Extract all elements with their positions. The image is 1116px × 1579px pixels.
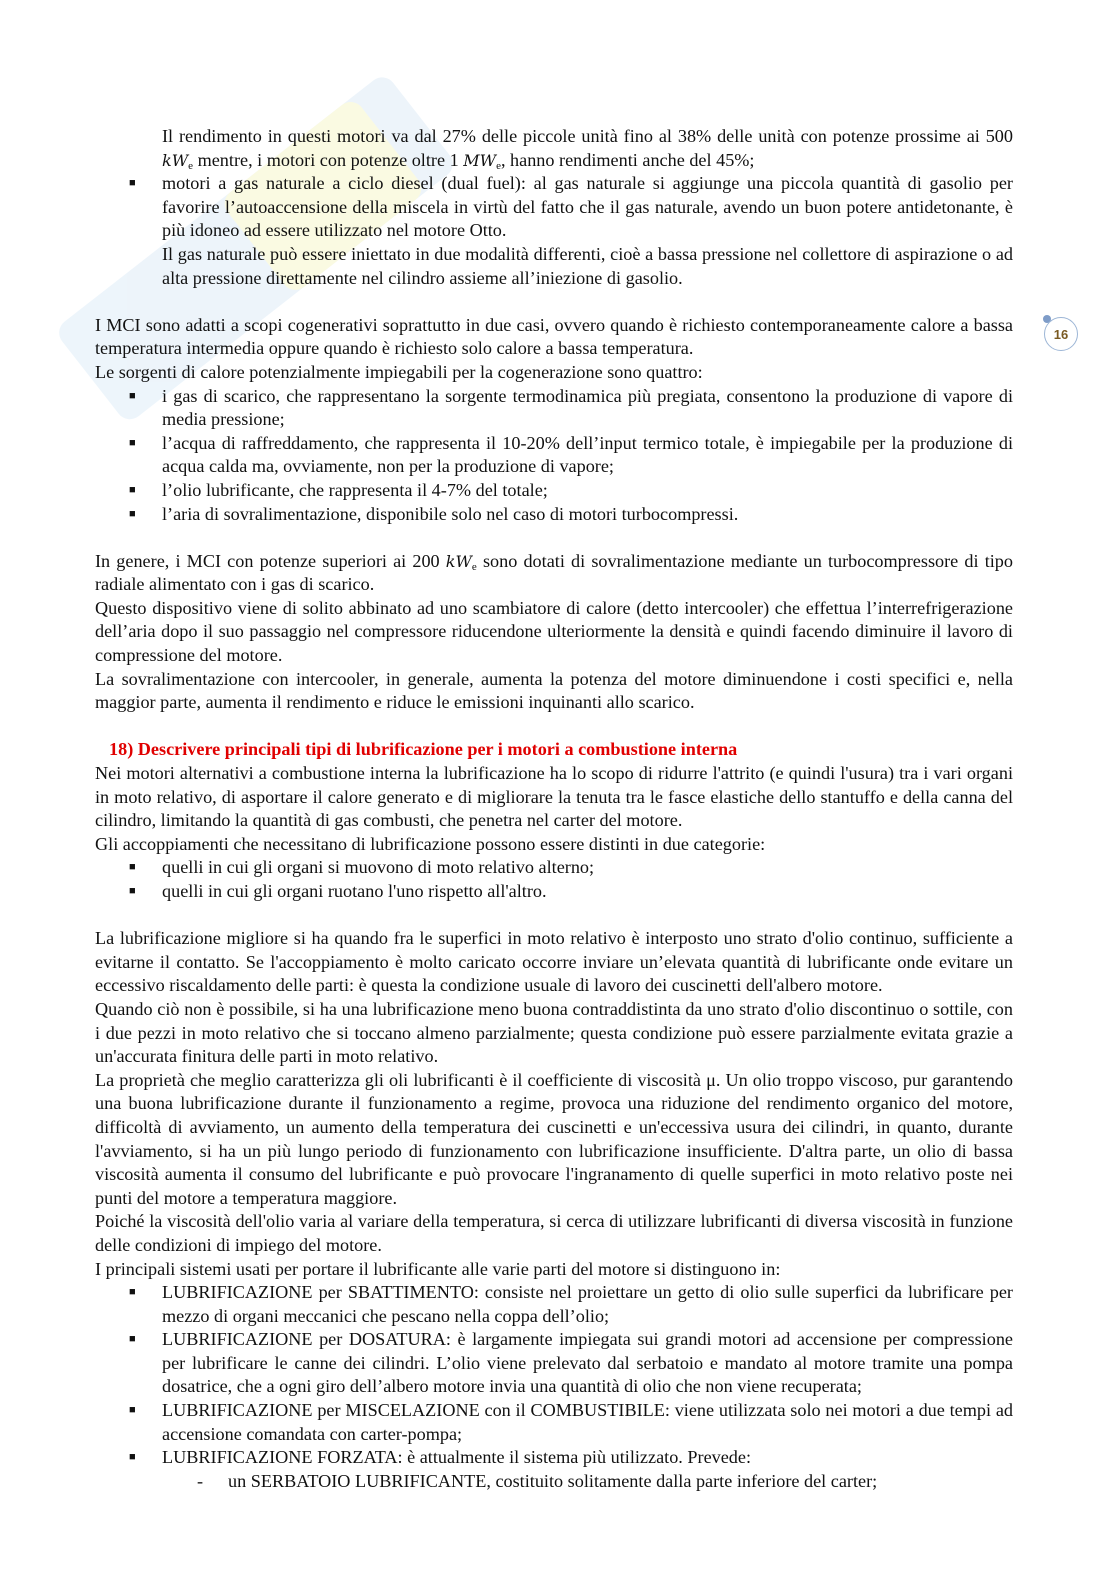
bullet-square-icon: ■ xyxy=(129,177,136,190)
blank-line xyxy=(95,290,1013,314)
text-run: mentre, i motori con potenze oltre 1 xyxy=(193,149,464,170)
text-run: Poiché la viscosità dell'olio varia al variare della temperatura, si cerca di utilizzare lubrificanti di diversa viscosità in funzione delle condizioni di impiego del motore. xyxy=(95,1211,1013,1255)
paragraph xyxy=(95,927,1013,998)
bullet-item xyxy=(95,503,1013,527)
text-run: i gas di scarico, che rappresentano la sorgente termodinamica più pregiata, consentono la produzione di vapore di media pressione; xyxy=(162,385,1013,430)
text-run: quelli in cui gli organi si muovono di moto relativo alterno; xyxy=(162,857,595,878)
bullet-square-icon: ■ xyxy=(129,436,136,449)
text-run: l’aria di sovralimentazione, disponibile solo nel caso di motori turbocompressi. xyxy=(162,503,739,524)
blank-line xyxy=(95,904,1013,928)
page-number: 16 xyxy=(1053,326,1069,342)
text-run: l’acqua di raffreddamento, che rappresenta il 10-20% dell’input termico totale, è impiegabile per la produzione di acqua calda ma, ovviamente, non per la produzione di vapore; xyxy=(162,432,1013,477)
paragraph xyxy=(95,833,1013,857)
page-number-badge xyxy=(1044,317,1078,351)
bullet-item xyxy=(95,172,1013,243)
text-run: Quando ciò non è possibile, si ha una lubrificazione meno buona contraddistinta da uno strato d'olio discontinuo o sottile, con i due pezzi in moto relativo che si toccano almeno parzialmente; questa condizione può essere parzialmente evitata grazie a un'accurata finitura delle parti in moto relativo. xyxy=(95,998,1013,1067)
math-subscript: e xyxy=(471,560,477,573)
section-heading xyxy=(95,738,1013,762)
paragraph xyxy=(95,361,1013,385)
blank-line xyxy=(95,526,1013,550)
bullet-square-icon: ■ xyxy=(129,507,136,520)
bullet-square-icon: ■ xyxy=(129,861,136,874)
text-run: Questo dispositivo viene di solito abbinato ad uno scambiatore di calore (detto intercooler) che effettua l’interrefrigerazione dell’aria dopo il suo passaggio nel compressore riducendone ulteriormente la densità e quindi facendo diminuire il lavoro di compressione del motore. xyxy=(95,597,1013,666)
text-run: La proprietà che meglio caratterizza gli oli lubrificanti è il coefficiente di viscosità μ. Un olio troppo viscoso, pur garantendo una buona lubrificazione durante il funzionamento a regime, provoca una riduzione del rendimento organico del motore, difficoltà di avviamento, un aumento della temperatura dei cuscinetti e un'eccessiva usura dei cilindri, in quanto, durante l'avviamento, si ha un più lungo periodo di funzionamento con lubrificazione insufficiente. D'altra parte, un olio di bassa viscosità aumenta il consumo del lubrificante e può provocare l'ingranamento di quelle superfici in moto relativo poste nei punti del motore a temperatura maggiore. xyxy=(95,1069,1013,1208)
text-run: LUBRIFICAZIONE per DOSATURA: è largamente impiegata sui grandi motori ad accensione per compressione per lubrificare le canne dei cilindri. L’olio viene prelevato dal serbatoio e mandato al motore tramite una pompa dosatrice, che a ogni giro dell’albero motore invia una quantità di olio che non viene recuperata; xyxy=(162,1329,1013,1397)
text-run: I MCI sono adatti a scopi cogenerativi soprattutto in due casi, ovvero quando è richiesto contemporaneamente calore a bassa temperatura intermedia oppure quando è richiesto solo calore a bassa temperatura. xyxy=(95,314,1013,359)
paragraph xyxy=(95,550,1013,597)
text-run: Il rendimento in questi motori va dal 27% delle piccole unità fino al 38% delle unità con potenze prossime ai 500 xyxy=(162,126,1013,146)
text-run: La sovralimentazione con intercooler, in generale, aumenta la potenza del motore diminuendone i costi specifici e, nella maggior parte, aumenta il rendimento e riduce le emissioni inquinanti allo scarico. xyxy=(95,668,1013,713)
text-run: quelli in cui gli organi ruotano l'uno rispetto all'altro. xyxy=(162,881,547,901)
text-run: 18) Descrivere principali tipi di lubrificazione per i motori a combustione interna xyxy=(109,739,738,760)
bullet-square-icon: ■ xyxy=(129,1451,136,1464)
bullet-square-icon: ■ xyxy=(129,885,136,897)
paragraph xyxy=(95,314,1013,361)
bullet-item xyxy=(95,479,1013,503)
blank-line xyxy=(95,715,1013,739)
math-symbol: kW xyxy=(445,551,472,571)
paragraph xyxy=(95,1069,1013,1211)
text-run: I principali sistemi usati per portare il lubrificante alle varie parti del motore si distinguono in: xyxy=(95,1258,781,1279)
text-run: Il gas naturale può essere iniettato in due modalità differenti, cioè a bassa pressione nel collettore di aspirazione o ad alta pressione direttamente nel cilindro assieme all’iniezione di gasolio. xyxy=(162,243,1013,288)
text-run: l’olio lubrificante, che rappresenta il 4-7% del totale; xyxy=(162,479,548,500)
text-run: sono dotati di sovralimentazione mediante un turbocompressore di tipo radiale alimentato con i gas di scarico. xyxy=(95,550,1013,595)
text-run: un SERBATOIO LUBRIFICANTE, costituito solitamente dalla parte inferiore del carter; xyxy=(228,1470,878,1491)
bullet-square-icon: ■ xyxy=(129,1333,136,1346)
bullet-item xyxy=(95,385,1013,432)
bullet-square-icon: ■ xyxy=(129,483,136,496)
paragraph xyxy=(95,998,1013,1069)
text-run: Nei motori alternativi a combustione interna la lubrificazione ha lo scopo di ridurre l'attrito (e quindi l'usura) tra i vari organi in moto relativo, di asportare il calore generato e di migliorare la tenuta tra le fasce elastiche dello stantuffo e della canna del cilindro, limitando la quantità di gas combusti, che penetra nel carter del motore. xyxy=(95,763,1013,831)
dash-item xyxy=(95,1470,1013,1494)
paragraph xyxy=(95,668,1013,715)
text-run: LUBRIFICAZIONE FORZATA: è attualmente il sistema più utilizzato. Prevede: xyxy=(162,1447,752,1468)
paragraph xyxy=(95,762,1013,833)
text-run: Gli accoppiamenti che necessitano di lubrificazione possono essere distinti in due categorie: xyxy=(95,833,766,854)
math-subscript: e xyxy=(188,159,194,172)
paragraph xyxy=(95,1210,1013,1257)
bullet-item xyxy=(95,1399,1013,1446)
bullet-item xyxy=(95,880,1013,904)
bullet-item xyxy=(95,1328,1013,1399)
bullet-item xyxy=(95,856,1013,880)
bullet-square-icon: ■ xyxy=(129,1404,136,1417)
document-body xyxy=(95,125,1013,1493)
bullet-continuation xyxy=(95,125,1013,172)
paragraph xyxy=(95,1258,1013,1282)
text-run: Le sorgenti di calore potenzialmente impiegabili per la cogenerazione sono quattro: xyxy=(95,361,703,382)
bullet-continuation xyxy=(95,243,1013,290)
math-subscript: e xyxy=(496,159,501,172)
bullet-item xyxy=(95,1281,1013,1328)
text-run: , hanno rendimenti anche del 45%; xyxy=(500,149,755,170)
bullet-square-icon: ■ xyxy=(129,389,136,402)
text-run: LUBRIFICAZIONE per MISCELAZIONE con il COMBUSTIBILE: viene utilizzata solo nei motori a due tempi ad accensione comandata con carter-pompa; xyxy=(162,1400,1013,1444)
text-run: motori a gas naturale a ciclo diesel (dual fuel): al gas naturale si aggiunge una piccola quantità di gasolio per favorire l’autoaccensione della miscela in virtù del fatto che il gas naturale, avendo un buon potere antidetonante, è più idoneo ad essere utilizzato nel motore Otto. xyxy=(162,173,1013,241)
bullet-square-icon: ■ xyxy=(129,1286,136,1299)
text-run: La lubrificazione migliore si ha quando fra le superfici in moto relativo è interposto uno strato d'olio continuo, sufficiente a evitarne il contatto. Se l'accoppiamento è molto caricato occorre inviare un’elevata quantità di lubrificante onde evitare un eccessivo riscaldamento delle parti: è questa la condizione usuale di lavoro dei cuscinetti dell'albero motore. xyxy=(95,928,1013,996)
dash-icon: - xyxy=(197,1470,204,1491)
math-symbol: kW xyxy=(162,150,189,170)
bullet-item xyxy=(95,1446,1013,1470)
text-run: In genere, i MCI con potenze superiori ai 200 xyxy=(95,550,446,571)
math-symbol: MW xyxy=(463,150,497,170)
paragraph xyxy=(95,597,1013,668)
text-run: LUBRIFICAZIONE per SBATTIMENTO: consiste nel proiettare un getto di olio sulle superfici da lubrificare per mezzo di organi meccanici che pescano nella coppa dell’olio; xyxy=(162,1282,1013,1326)
bullet-item xyxy=(95,432,1013,479)
